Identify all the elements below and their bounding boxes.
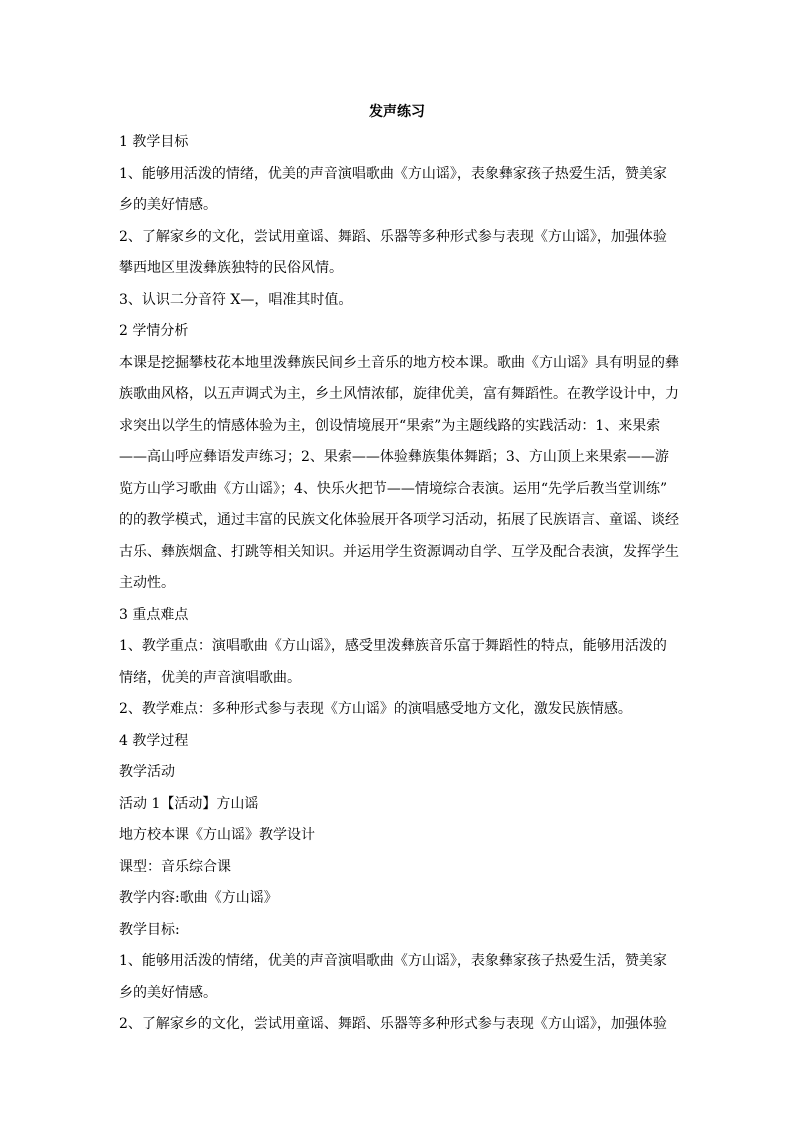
paragraph-line: 本课是挖掘攀枝花本地里泼彝族民间乡土音乐的地方校本课。歌曲《方山谣》具有明显的彝 [119,355,679,371]
paragraph-line: 情绪，优美的声音演唱歌曲。 [119,670,301,686]
paragraph-line: 主动性。 [119,575,175,591]
paragraph-line: 1、能够用活泼的情绪，优美的声音演唱歌曲《方山谣》，表象彝家孩子热爱生活，赞美家 [119,953,667,969]
paragraph-line: 的的教学模式，通过丰富的民族文化体验展开各项学习活动，拓展了民族语言、童谣、谈经 [119,512,679,528]
paragraph-line: 1、教学重点：演唱歌曲《方山谣》，感受里泼彝族音乐富于舞蹈性的特点，能够用活泼的 [119,638,667,654]
paragraph-line: 3、认识二分音符 X—，唱准其时值。 [119,292,353,308]
paragraph-line: 古乐、彝族烟盒、打跳等相关知识。并运用学生资源调动自学、互学及配合表演，发挥学生 [119,544,679,560]
section-heading: 1 教学目标 [119,134,189,150]
paragraph-line: 2、教学难点：多种形式参与表现《方山谣》的演唱感受地方文化，激发民族情感。 [119,701,632,717]
paragraph-line: 教学内容:歌曲《方山谣》 [119,890,278,906]
section-heading: 3 重点难点 [119,607,189,623]
paragraph-line: 1、能够用活泼的情绪，优美的声音演唱歌曲《方山谣》，表象彝家孩子热爱生活，赞美家 [119,166,667,182]
document-title: 发声练习 [369,104,425,120]
section-heading: 2 学情分析 [119,323,189,339]
paragraph-line: 览方山学习歌曲《方山谣》；4、快乐火把节——情境综合表演。运用“先学后教当堂训练” [119,481,668,497]
paragraph-line: 求突出以学生的情感体验为主，创设情境展开“果索”为主题线路的实践活动：1、来果索 [119,418,661,434]
paragraph-line: 乡的美好情感。 [119,985,217,1001]
paragraph-line: 地方校本课《方山谣》教学设计 [119,827,315,843]
paragraph-line: 2、了解家乡的文化，尝试用童谣、舞蹈、乐器等多种形式参与表现《方山谣》，加强体验 [119,229,667,245]
section-heading: 4 教学过程 [119,733,189,749]
paragraph-line: 攀西地区里泼彝族独特的民俗风情。 [119,260,343,276]
paragraph-line: 活动 1【活动】方山谣 [119,796,259,812]
paragraph-line: ——高山呼应彝语发声练习；2、果索——体验彝族集体舞蹈；3、方山顶上来果索——游 [119,449,669,465]
paragraph-line: 教学活动 [119,764,175,780]
paragraph-line: 族歌曲风格，以五声调式为主，乡土风情浓郁，旋律优美，富有舞蹈性。在教学设计中，力 [119,386,679,402]
paragraph-line: 教学目标: [119,922,180,938]
paragraph-line: 课型：音乐综合课 [119,859,231,875]
paragraph-line: 乡的美好情感。 [119,197,217,213]
paragraph-line: 2、了解家乡的文化，尝试用童谣、舞蹈、乐器等多种形式参与表现《方山谣》，加强体验 [119,1016,667,1032]
